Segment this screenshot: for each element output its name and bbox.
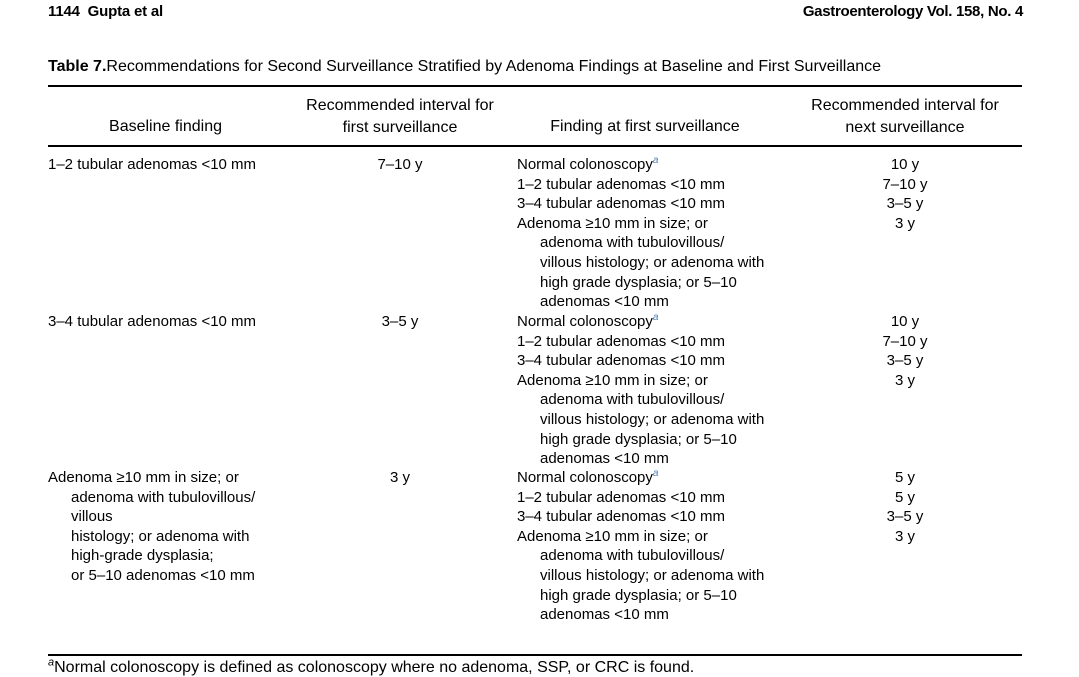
finding-line: [517, 253, 764, 273]
footnote-ref: a: [652, 312, 659, 323]
finding-text: villous histology; or adenoma with: [540, 253, 765, 271]
finding-line: [517, 527, 764, 547]
next-surveillance-interval: 7–10 y: [882, 175, 928, 193]
finding-text: high grade dysplasia; or 5–10: [540, 586, 737, 604]
next-surveillance-interval: 3 y: [894, 214, 915, 232]
first-surveillance-finding: [517, 155, 658, 175]
next-surveillance-interval: 10 y: [890, 313, 920, 330]
col-header-next-interval: [785, 95, 1025, 139]
first-surveillance-finding: [517, 507, 725, 527]
finding-line: [517, 449, 764, 469]
baseline-finding: [48, 155, 256, 175]
first-surveillance-finding: [517, 214, 764, 312]
finding-line: [517, 312, 658, 332]
finding-text: Adenoma ≥10 mm in size; or: [517, 371, 708, 389]
next-surveillance-interval: 3–5 y: [886, 195, 924, 213]
next-surveillance-interval: 5 y: [894, 469, 915, 486]
finding-text: villous histology; or adenoma with: [540, 566, 765, 584]
first-surveillance-finding: [517, 488, 725, 508]
first-surveillance-finding: [517, 371, 764, 469]
finding-line: [517, 292, 764, 312]
first-surveillance-finding: [517, 468, 658, 488]
finding-text: 3–4 tubular adenomas <10 mm: [517, 195, 726, 213]
next-surveillance-interval: 3–5 y: [886, 352, 924, 370]
finding-text: adenoma with tubulovillous/: [540, 391, 725, 409]
finding-line: [517, 214, 764, 234]
finding-text: Adenoma ≥10 mm in size; or: [517, 214, 708, 232]
first-surveillance-finding: [517, 194, 725, 214]
col-header-first-interval: [280, 95, 520, 139]
first-surveillance-finding: [517, 332, 725, 352]
first-surveillance-finding: [517, 312, 658, 332]
baseline-line: high-grade dysplasia;: [71, 547, 214, 565]
first-surveillance-finding: [517, 527, 764, 625]
next-surveillance-interval: 7–10 y: [882, 332, 928, 350]
col-header-baseline: [48, 116, 283, 138]
baseline-line: villous: [71, 508, 113, 526]
finding-text: Normal colonoscopy: [517, 313, 653, 330]
finding-line: [517, 468, 658, 488]
first-surveillance-finding: [517, 175, 725, 195]
finding-text: Normal colonoscopy: [517, 156, 653, 173]
next-surveillance-interval: 5 y: [894, 488, 915, 506]
finding-text: adenoma with tubulovillous/: [540, 547, 725, 565]
col-header-line: first surveillance: [342, 119, 458, 136]
baseline-line: 1–2 tubular adenomas <10 mm: [48, 156, 257, 173]
next-surveillance-interval: 3–5 y: [886, 508, 924, 526]
footnote-ref: a: [652, 468, 659, 479]
finding-text: villous histology; or adenoma with: [540, 410, 765, 428]
finding-line: [517, 566, 764, 586]
footnote-marker: a: [48, 656, 55, 669]
running-head-right: Gastroenterology Vol. 158, No. 4: [802, 3, 1023, 20]
finding-line: [517, 390, 764, 410]
finding-line: [517, 155, 658, 175]
finding-line: [517, 430, 764, 450]
next-surveillance-interval: 3 y: [894, 371, 915, 389]
finding-text: adenomas <10 mm: [540, 606, 669, 624]
baseline-line: adenoma with tubulovillous/: [71, 488, 256, 506]
finding-line: [517, 488, 725, 508]
finding-text: adenomas <10 mm: [540, 450, 669, 468]
first-surveillance-finding: [517, 351, 725, 371]
col-header-line: next surveillance: [845, 119, 965, 136]
baseline-line: 3–4 tubular adenomas <10 mm: [48, 313, 257, 330]
finding-line: [517, 371, 764, 391]
col-header-line: Finding at first surveillance: [550, 118, 740, 135]
finding-line: [517, 586, 764, 606]
finding-line: [517, 332, 725, 352]
finding-text: adenoma with tubulovillous/: [540, 234, 725, 252]
finding-text: 1–2 tubular adenomas <10 mm: [517, 488, 726, 506]
finding-text: high grade dysplasia; or 5–10: [540, 273, 737, 291]
table-footnote: [48, 656, 695, 677]
running-head-left: 1144 Gupta et al: [48, 3, 163, 20]
first-surveillance-interval: 3–5 y: [381, 313, 419, 330]
finding-text: Normal colonoscopy: [517, 469, 653, 486]
finding-text: 3–4 tubular adenomas <10 mm: [517, 352, 726, 370]
finding-line: [517, 194, 725, 214]
top-rule: [48, 85, 1022, 87]
footnote-ref: a: [652, 155, 659, 166]
finding-line: [517, 605, 764, 625]
finding-text: 1–2 tubular adenomas <10 mm: [517, 332, 726, 350]
baseline-line: or 5–10 adenomas <10 mm: [71, 566, 255, 584]
finding-text: adenomas <10 mm: [540, 293, 669, 311]
table-title: Recommendations for Second Surveillance Stratified by Adenoma Findings at Baseline and First Surveillance: [106, 58, 882, 75]
finding-line: [517, 233, 764, 253]
finding-line: [517, 175, 725, 195]
finding-line: [517, 273, 764, 293]
col-header-line: Recommended interval for: [811, 97, 999, 114]
first-surveillance-interval: 7–10 y: [377, 156, 423, 173]
bottom-rule: [48, 654, 1022, 656]
finding-text: Adenoma ≥10 mm in size; or: [517, 527, 708, 545]
baseline-finding: [48, 312, 256, 332]
finding-line: [517, 410, 764, 430]
next-surveillance-interval: 10 y: [890, 156, 920, 173]
col-header-line: Recommended interval for: [306, 97, 494, 114]
finding-line: [517, 546, 764, 566]
finding-line: [517, 507, 725, 527]
first-surveillance-interval: 3 y: [389, 469, 410, 486]
finding-text: 3–4 tubular adenomas <10 mm: [517, 508, 726, 526]
footnote-text: Normal colonoscopy is defined as colonoscopy where no adenoma, SSP, or CRC is found.: [54, 659, 695, 676]
finding-text: high grade dysplasia; or 5–10: [540, 430, 737, 448]
col-header-line: Baseline finding: [109, 118, 222, 135]
next-surveillance-interval: 3 y: [894, 527, 915, 545]
table-label: Table 7.: [48, 58, 107, 75]
baseline-line: Adenoma ≥10 mm in size; or: [48, 469, 239, 486]
header-rule: [48, 145, 1022, 147]
finding-line: [517, 351, 725, 371]
col-header-first-finding: [520, 116, 770, 138]
baseline-finding: [48, 468, 255, 586]
baseline-line: histology; or adenoma with: [71, 527, 250, 545]
finding-text: 1–2 tubular adenomas <10 mm: [517, 175, 726, 193]
table-caption: [48, 58, 881, 76]
